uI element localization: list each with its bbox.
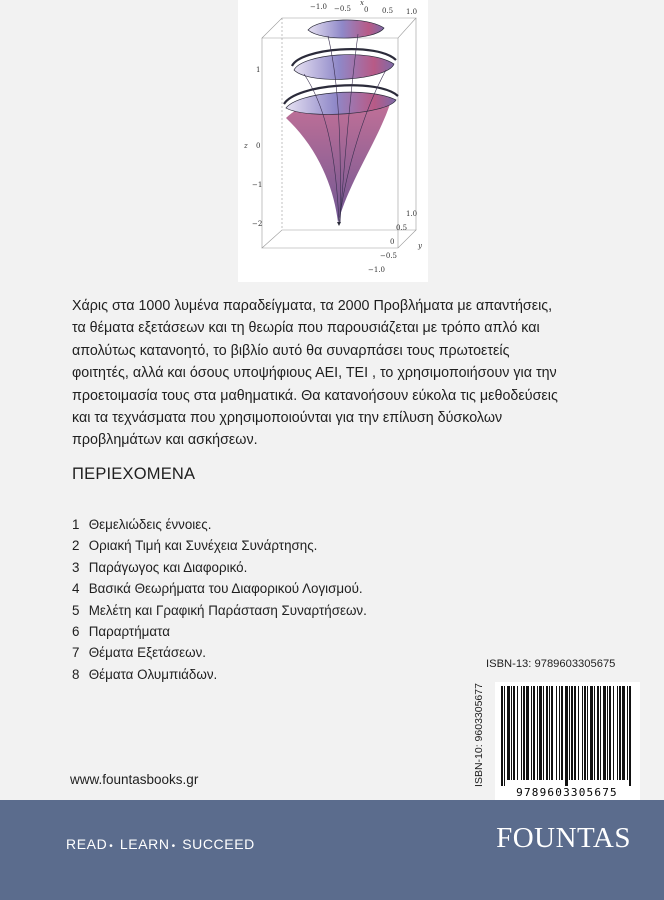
barcode-bar [517,686,518,780]
barcode-bar [584,686,586,780]
chapter-title: Οριακή Τιμή και Συνέχεια Συνάρτησης. [88,538,318,554]
isbn-10-label-box [473,673,485,797]
barcode-bar [629,686,631,786]
barcode-bar [594,686,595,780]
chapter-number: 5 [72,602,80,618]
x-tick-label: 0.5 [382,7,394,15]
book-description [72,295,657,452]
chapter-title: Παράγωγος και Διαφορικό. [88,559,248,575]
contents-heading: ΠΕΡΙΕΧΟΜΕΝΑ [72,465,196,483]
description-line: απολύτως κατανοητό, το βιβλίο αυτό θα συναρπάσει τους πρωτοετείς [72,342,510,359]
description-line: τα θέματα εξετάσεων και τη θεωρία που παρουσιάζεται με τρόπο απλό και [72,320,540,337]
barcode-bar [603,686,606,780]
y-axis-label: y [418,242,422,250]
x-tick-label: −0.5 [334,5,351,13]
chapter-number: 6 [72,624,80,640]
z-tick-label: 0 [256,142,261,150]
description-line: φοιτητές, αλλά και όσους υποψήφιους ΑΕΙ, ΤΕΙ , το χρησιμοποιήσουν για την [72,365,557,382]
barcode-bar [521,686,522,780]
barcode-bar [613,686,614,780]
chapter-number: 8 [72,666,80,682]
chapter-title: Θέματα Εξετάσεων. [88,645,206,661]
y-tick-label: 1.0 [406,210,418,218]
barcode-bar [501,686,503,786]
barcode-bar [565,686,568,786]
barcode-digits: 9789603305675 [516,786,618,799]
barcode-bar [556,686,557,780]
contents-item [72,600,367,621]
barcode-bar [507,686,510,780]
barcode-bar [537,686,538,780]
chapter-number: 7 [72,645,80,661]
chapter-title: Θέματα Ολυμπιάδων. [88,666,218,682]
x-tick-label: 1.0 [406,8,418,16]
barcode-bar [531,686,532,780]
x-tick-label: −1.0 [310,3,327,11]
footer-band [0,800,664,900]
barcode-bar [582,686,583,780]
barcode-bar [578,686,579,780]
barcode-bar [569,686,570,780]
barcode-bar [526,686,529,780]
barcode [495,682,640,800]
contents-item [72,664,367,685]
x-axis-ticks [310,0,417,16]
barcode-bar [574,686,576,780]
contents-item [72,514,367,535]
z-axis-label: z [244,142,248,150]
chapter-number: 4 [72,581,80,597]
y-tick-label: −1.0 [368,266,385,274]
contents-item [72,535,367,556]
description-line: και τα τεχνάσματα που χρησιμοποιούνται για την επίλυση δύσκολων [72,410,503,427]
description-line: προετοιμασία τους στα μαθηματικά. Θα κατανοήσουν εύκολα τις μεθοδεύσεις [72,387,558,404]
chapter-number: 1 [72,517,80,532]
y-tick-label: 0 [390,238,395,246]
isbn-10-label: ISBN-10: 9603305677 [473,683,485,787]
surface-plot-figure [238,0,428,282]
bullet-separator: • [109,841,114,852]
chapter-title: Βασικά Θεωρήματα του Διαφορικού Λογισμού. [88,581,363,597]
barcode-bar [617,686,618,780]
barcode-bar [607,686,608,780]
barcode-bar [546,686,548,780]
barcode-bar [597,686,599,780]
y-tick-label: 0.5 [396,224,408,232]
bullet-separator: • [171,841,176,852]
chapter-title: Θεμελιώδεις έννοιες. [88,517,212,532]
chapter-title: Μελέτη και Γραφική Παράσταση Συναρτήσεων. [88,602,367,618]
x-tick-label: 0 [364,6,369,14]
chapter-title: Παραρτήματα [88,624,170,640]
barcode-bar [587,686,588,780]
barcode-bar [619,686,621,780]
barcode-bar [590,686,593,780]
description-line: προβλημάτων και ασκήσεων. [72,432,258,449]
barcode-bar [513,686,515,780]
z-tick-label: −2 [252,220,263,228]
barcode-graphic [495,682,640,800]
barcode-bar [539,686,542,780]
y-axis-ticks [368,210,423,274]
barcode-bar [551,686,553,780]
tagline-word: READ [66,836,108,852]
barcode-bar [600,686,601,780]
barcode-bar [523,686,525,780]
publisher-website: www.fountasbooks.gr [70,772,199,787]
contents-item [72,642,367,663]
tagline-word: SUCCEED [182,836,255,852]
barcode-bar [533,686,535,780]
barcode-bar [559,686,560,780]
z-tick-label: 1 [256,66,261,74]
barcode-bar [511,686,512,780]
tagline [66,836,255,852]
y-tick-label: −0.5 [380,252,397,260]
contents-item [72,621,367,642]
tagline-word: LEARN [119,836,170,852]
barcode-bar [543,686,544,780]
barcode-bar [622,686,625,780]
contents-list [72,514,367,685]
x-axis-label: x [360,0,364,7]
barcode-bar [549,686,550,780]
isbn-13-label: ISBN-13: 9789603305675 [486,658,616,670]
helicoid-surface [284,20,398,226]
barcode-bar [627,686,628,780]
barcode-bar [571,686,573,780]
z-axis-ticks [243,66,262,228]
z-tick-label: −1 [252,181,263,189]
contents-item [72,557,367,578]
publisher-logo: FOUNTAS [496,822,631,854]
description-line: Χάρις στα 1000 λυμένα παραδείγματα, τα 2000 Προβλήματα με απαντήσεις, [72,298,553,314]
surface-plot-svg [238,0,428,282]
chapter-number: 3 [72,559,80,575]
barcode-bar [504,686,505,786]
contents-item [72,578,367,599]
barcode-bar [561,686,563,780]
barcode-bar [609,686,611,780]
chapter-number: 2 [72,538,80,554]
